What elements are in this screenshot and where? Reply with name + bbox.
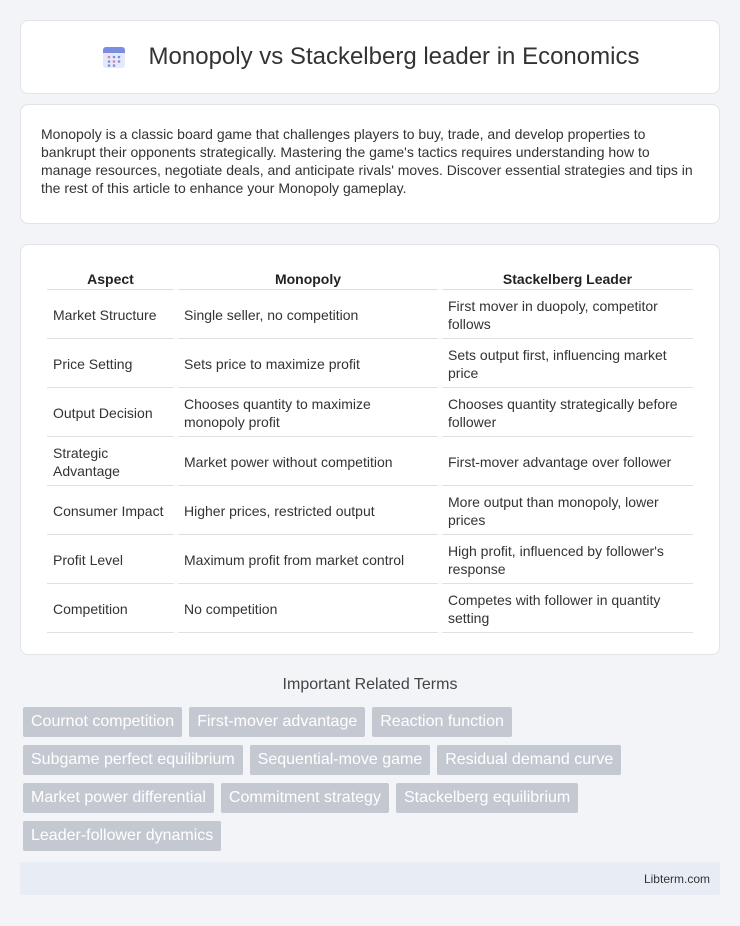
cell-stackelberg: Sets output first, influencing market price <box>442 341 693 388</box>
table-row <box>47 586 693 633</box>
table-row <box>47 537 693 584</box>
related-term-tag[interactable]: Leader-follower dynamics <box>23 821 221 851</box>
related-term-tag[interactable]: Stackelberg equilibrium <box>396 783 578 813</box>
table-row <box>47 488 693 535</box>
cell-monopoly: Chooses quantity to maximize monopoly profit <box>178 390 438 437</box>
related-term-tag[interactable]: Residual demand curve <box>437 745 621 775</box>
table-row <box>47 390 693 437</box>
table-row <box>47 292 693 339</box>
related-terms-list <box>23 707 723 851</box>
related-term-tag[interactable]: Reaction function <box>372 707 512 737</box>
page-title: Monopoly vs Stackelberg leader in Economics <box>148 43 640 70</box>
cell-aspect: Strategic Advantage <box>47 439 174 486</box>
related-term-tag[interactable]: Market power differential <box>23 783 214 813</box>
cell-stackelberg: First-mover advantage over follower <box>442 439 693 486</box>
related-term-tag[interactable]: Commitment strategy <box>221 783 389 813</box>
cell-stackelberg: Competes with follower in quantity setting <box>442 586 693 633</box>
cell-stackelberg: High profit, influenced by follower's response <box>442 537 693 584</box>
intro-card <box>20 104 720 224</box>
cell-monopoly: Single seller, no competition <box>178 292 438 339</box>
cell-aspect: Profit Level <box>47 537 174 584</box>
calendar-icon <box>101 44 127 70</box>
cell-monopoly: Market power without competition <box>178 439 438 486</box>
cell-aspect: Output Decision <box>47 390 174 437</box>
cell-aspect: Price Setting <box>47 341 174 388</box>
intro-paragraph: Monopoly is a classic board game that challenges players to buy, trade, and develop properties to bankrupt their opponents strategically. Mastering the game's tactics requires understanding how to manage resources, negotiate deals, and anticipate rivals' moves. Discover essential strategies and tips in the rest of this article to enhance your Monopoly gameplay. <box>41 126 693 196</box>
related-term-tag[interactable]: Subgame perfect equilibrium <box>23 745 243 775</box>
related-term-tag[interactable]: First-mover advantage <box>189 707 365 737</box>
cell-stackelberg: More output than monopoly, lower prices <box>442 488 693 535</box>
cell-monopoly: Maximum profit from market control <box>178 537 438 584</box>
related-term-tag[interactable]: Cournot competition <box>23 707 182 737</box>
cell-monopoly: No competition <box>178 586 438 633</box>
cell-aspect: Consumer Impact <box>47 488 174 535</box>
footer <box>20 862 720 895</box>
comparison-table-card <box>20 244 720 655</box>
cell-stackelberg: First mover in duopoly, competitor follows <box>442 292 693 339</box>
related-term-tag[interactable]: Sequential-move game <box>250 745 431 775</box>
header-stackelberg: Stackelberg Leader <box>442 267 693 290</box>
header-aspect: Aspect <box>47 267 174 290</box>
table-row <box>47 341 693 388</box>
table-header-row <box>47 267 693 290</box>
cell-monopoly: Sets price to maximize profit <box>178 341 438 388</box>
related-terms-heading: Important Related Terms <box>282 676 458 693</box>
header-monopoly: Monopoly <box>178 267 438 290</box>
cell-aspect: Market Structure <box>47 292 174 339</box>
cell-aspect: Competition <box>47 586 174 633</box>
cell-monopoly: Higher prices, restricted output <box>178 488 438 535</box>
comparison-table <box>43 265 697 635</box>
cell-stackelberg: Chooses quantity strategically before follower <box>442 390 693 437</box>
table-row <box>47 439 693 486</box>
title-card <box>20 20 720 94</box>
footer-site-link[interactable]: Libterm.com <box>643 871 710 886</box>
